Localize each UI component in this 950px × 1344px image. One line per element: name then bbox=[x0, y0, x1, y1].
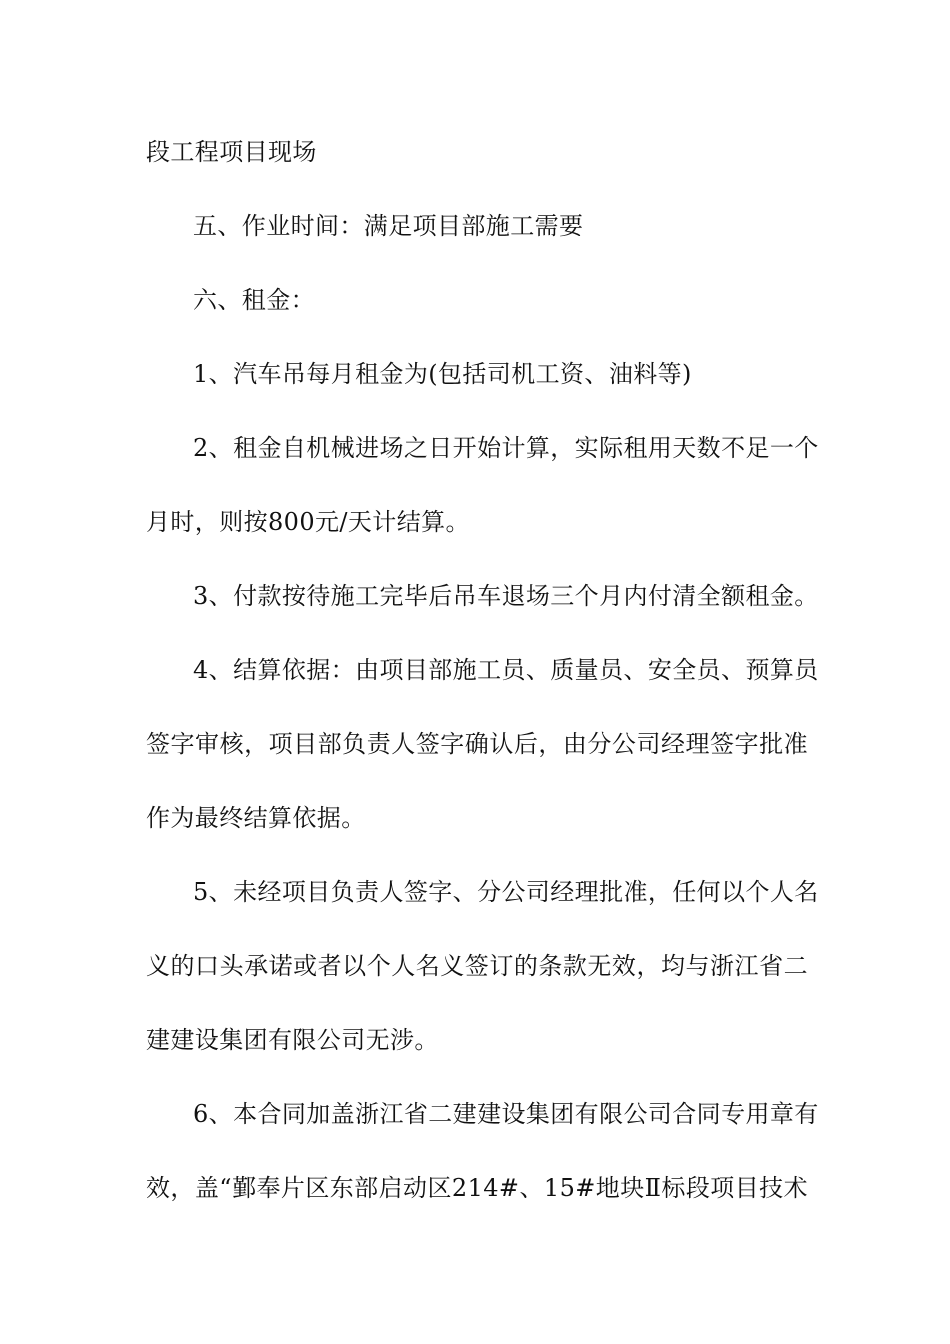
rent-item-2-line-1: 2、租金自机械进场之日开始计算，实际租用天数不足一个 bbox=[193, 434, 819, 462]
rent-item-1: 1、汽车吊每月租金为(包括司机工资、油料等) bbox=[193, 360, 692, 388]
rent-item-5-line-2: 义的口头承诺或者以个人名义签订的条款无效，均与浙江省二 bbox=[146, 952, 808, 980]
clause-5-work-time: 五、作业时间：满足项目部施工需要 bbox=[193, 212, 584, 240]
rent-item-6-line-1: 6、本合同加盖浙江省二建建设集团有限公司合同专用章有 bbox=[193, 1100, 819, 1128]
clause-6-rent-heading: 六、租金： bbox=[193, 286, 315, 314]
rent-item-3: 3、付款按待施工完毕后吊车退场三个月内付清全额租金。 bbox=[193, 582, 819, 610]
text-line-1: 段工程项目现场 bbox=[146, 138, 317, 166]
rent-item-4-line-2: 签字审核，项目部负责人签字确认后，由分公司经理签字批准 bbox=[146, 730, 808, 758]
rent-item-5-line-1: 5、未经项目负责人签字、分公司经理批准，任何以个人名 bbox=[193, 878, 819, 906]
rent-item-6-line-2: 效，盖“鄞奉片区东部启动区214#、15#地块Ⅱ标段项目技术 bbox=[146, 1174, 808, 1202]
rent-item-5-line-3: 建建设集团有限公司无涉。 bbox=[146, 1026, 439, 1054]
rent-item-4-line-1: 4、结算依据：由项目部施工员、质量员、安全员、预算员 bbox=[193, 656, 819, 684]
rent-item-4-line-3: 作为最终结算依据。 bbox=[146, 804, 366, 832]
rent-item-2-line-2: 月时，则按800元/天计结算。 bbox=[146, 508, 470, 536]
